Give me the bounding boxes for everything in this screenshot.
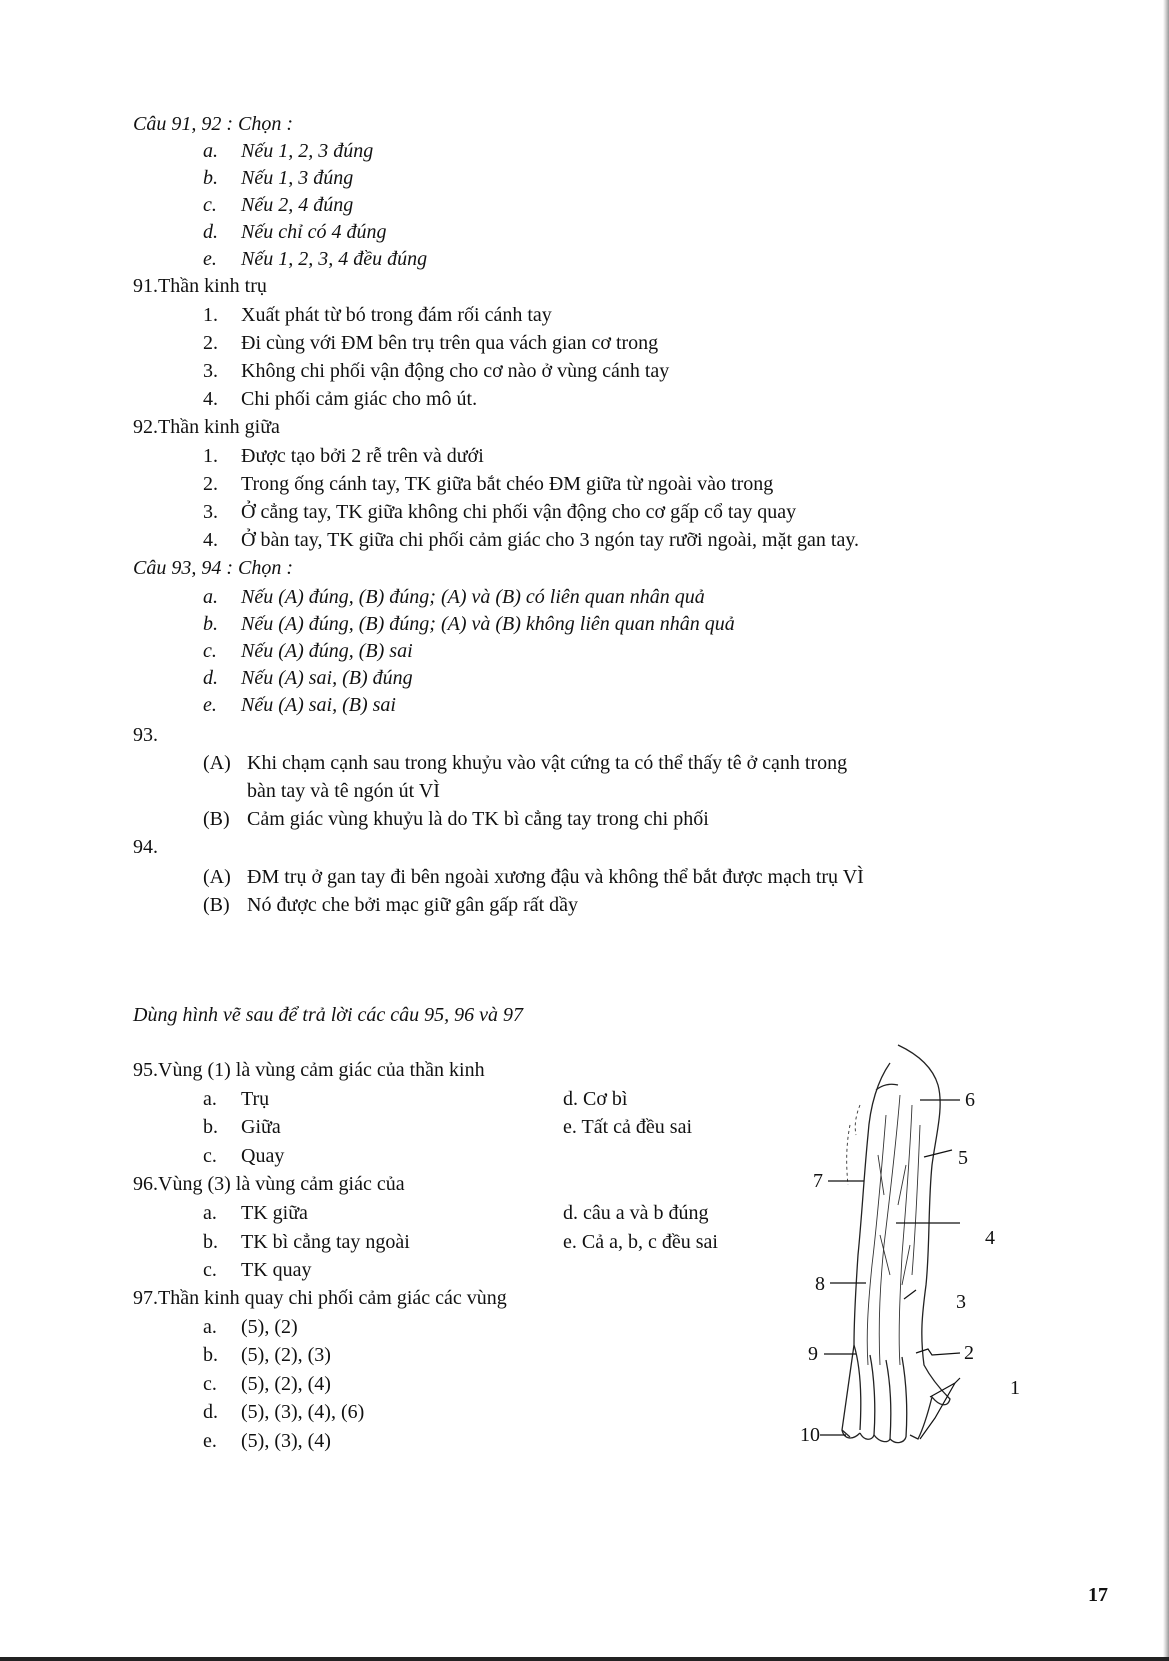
scan-bottom-border bbox=[0, 1657, 1169, 1661]
q91-92-option-b: b. Nếu 1, 3 đúng bbox=[203, 167, 354, 189]
q93-94-option-c: c. Nếu (A) đúng, (B) sai bbox=[203, 640, 413, 662]
q91-92-option-a: a. Nếu 1, 2, 3 đúng bbox=[203, 140, 374, 162]
q95-option-b: b. Giữa bbox=[203, 1116, 281, 1138]
q91-item-1: 1. Xuất phát từ bó trong đám rối cánh tay bbox=[203, 304, 552, 326]
figure-label-3: 3 bbox=[956, 1291, 966, 1313]
arm-sensory-figure bbox=[800, 1035, 1035, 1455]
figure-label-8: 8 bbox=[815, 1273, 825, 1295]
q92-item-4: 4. Ở bàn tay, TK giữa chi phối cảm giác cho 3 ngón tay rưỡi ngoài, mặt gan tay. bbox=[203, 529, 860, 551]
figure-intro: Dùng hình vẽ sau để trả lời các câu 95, 96 và 97 bbox=[133, 1004, 524, 1026]
figure-label-1: 1 bbox=[1010, 1377, 1020, 1399]
q97-option-d: d. (5), (3), (4), (6) bbox=[203, 1401, 365, 1423]
q93-94-option-a: a. Nếu (A) đúng, (B) đúng; (A) và (B) có liên quan nhân quả bbox=[203, 586, 705, 608]
q95-option-d: d. Cơ bì bbox=[563, 1088, 628, 1110]
figure-label-7: 7 bbox=[813, 1170, 823, 1192]
q91-92-option-d: d. Nếu chỉ có 4 đúng bbox=[203, 221, 387, 243]
q96-option-a: a. TK giữa bbox=[203, 1202, 308, 1224]
q94-number: 94. bbox=[133, 836, 158, 858]
q91-title: 91.Thần kinh trụ bbox=[133, 275, 267, 297]
q91-item-2: 2. Đi cùng với ĐM bên trụ trên qua vách gian cơ trong bbox=[203, 332, 659, 354]
q96-option-c: c. TK quay bbox=[203, 1259, 312, 1281]
figure-label-5: 5 bbox=[958, 1147, 968, 1169]
q96-option-b: b. TK bì cẳng tay ngoài bbox=[203, 1231, 410, 1253]
q94-statement-b: (B) Nó được che bởi mạc giữ gân gấp rất dầy bbox=[203, 894, 579, 916]
q97-option-c: c. (5), (2), (4) bbox=[203, 1373, 331, 1395]
q95-option-c: c. Quay bbox=[203, 1145, 285, 1167]
q95-title: 95.Vùng (1) là vùng cảm giác của thần kinh bbox=[133, 1059, 485, 1081]
q95-option-e: e. Tất cả đều sai bbox=[563, 1116, 693, 1138]
q97-option-b: b. (5), (2), (3) bbox=[203, 1344, 331, 1366]
q91-92-option-e: e. Nếu 1, 2, 3, 4 đều đúng bbox=[203, 248, 428, 270]
q93-94-option-d: d. Nếu (A) sai, (B) đúng bbox=[203, 667, 413, 689]
q92-title: 92.Thần kinh giữa bbox=[133, 416, 280, 438]
figure-label-2: 2 bbox=[964, 1342, 974, 1364]
q97-option-a: a. (5), (2) bbox=[203, 1316, 298, 1338]
q93-94-option-b: b. Nếu (A) đúng, (B) đúng; (A) và (B) không liên quan nhân quả bbox=[203, 613, 735, 635]
figure-label-9: 9 bbox=[808, 1343, 818, 1365]
q93-94-option-e: e. Nếu (A) sai, (B) sai bbox=[203, 694, 396, 716]
q92-item-1: 1. Được tạo bởi 2 rễ trên và dưới bbox=[203, 445, 484, 467]
q94-statement-a: (A) ĐM trụ ở gan tay đi bên ngoài xương đậu và không thể bắt được mạch trụ VÌ bbox=[203, 866, 864, 888]
arm-outline bbox=[842, 1045, 950, 1443]
q92-item-2: 2. Trong ống cánh tay, TK giữa bắt chéo ĐM giữa từ ngoài vào trong bbox=[203, 473, 774, 495]
q93-statement-b: (B) Cảm giác vùng khuỷu là do TK bì cẳng tay trong chi phối bbox=[203, 808, 709, 830]
figure-label-4: 4 bbox=[985, 1227, 995, 1249]
q93-statement-a-cont: bàn tay và tê ngón út VÌ bbox=[247, 780, 440, 802]
q96-title: 96.Vùng (3) là vùng cảm giác của bbox=[133, 1173, 405, 1195]
q92-item-3: 3. Ở cẳng tay, TK giữa không chi phối vận động cho cơ gấp cổ tay quay bbox=[203, 501, 797, 523]
q96-option-e: e. Cả a, b, c đều sai bbox=[563, 1231, 718, 1253]
figure-label-6: 6 bbox=[965, 1089, 975, 1111]
figure-label-10: 10 bbox=[800, 1424, 820, 1446]
q97-option-e: e. (5), (3), (4) bbox=[203, 1430, 331, 1452]
scan-edge-shadow bbox=[1163, 0, 1169, 1661]
q95-option-a: a. Trụ bbox=[203, 1088, 270, 1110]
q91-92-header: Câu 91, 92 : Chọn : bbox=[133, 113, 293, 135]
q96-option-d: d. câu a và b đúng bbox=[563, 1202, 709, 1224]
q93-94-header: Câu 93, 94 : Chọn : bbox=[133, 557, 293, 579]
q91-92-option-c: c. Nếu 2, 4 đúng bbox=[203, 194, 354, 216]
q91-item-4: 4. Chi phối cảm giác cho mô út. bbox=[203, 388, 478, 410]
nerve-lines bbox=[847, 1095, 920, 1365]
q91-item-3: 3. Không chi phối vận động cho cơ nào ở vùng cánh tay bbox=[203, 360, 670, 382]
page-number: 17 bbox=[1088, 1584, 1108, 1606]
q97-title: 97.Thần kinh quay chi phối cảm giác các vùng bbox=[133, 1287, 507, 1309]
q93-statement-a: (A) Khi chạm cạnh sau trong khuỷu vào vật cứng ta có thể thấy tê ở cạnh trong bbox=[203, 752, 848, 774]
q93-number: 93. bbox=[133, 724, 158, 746]
